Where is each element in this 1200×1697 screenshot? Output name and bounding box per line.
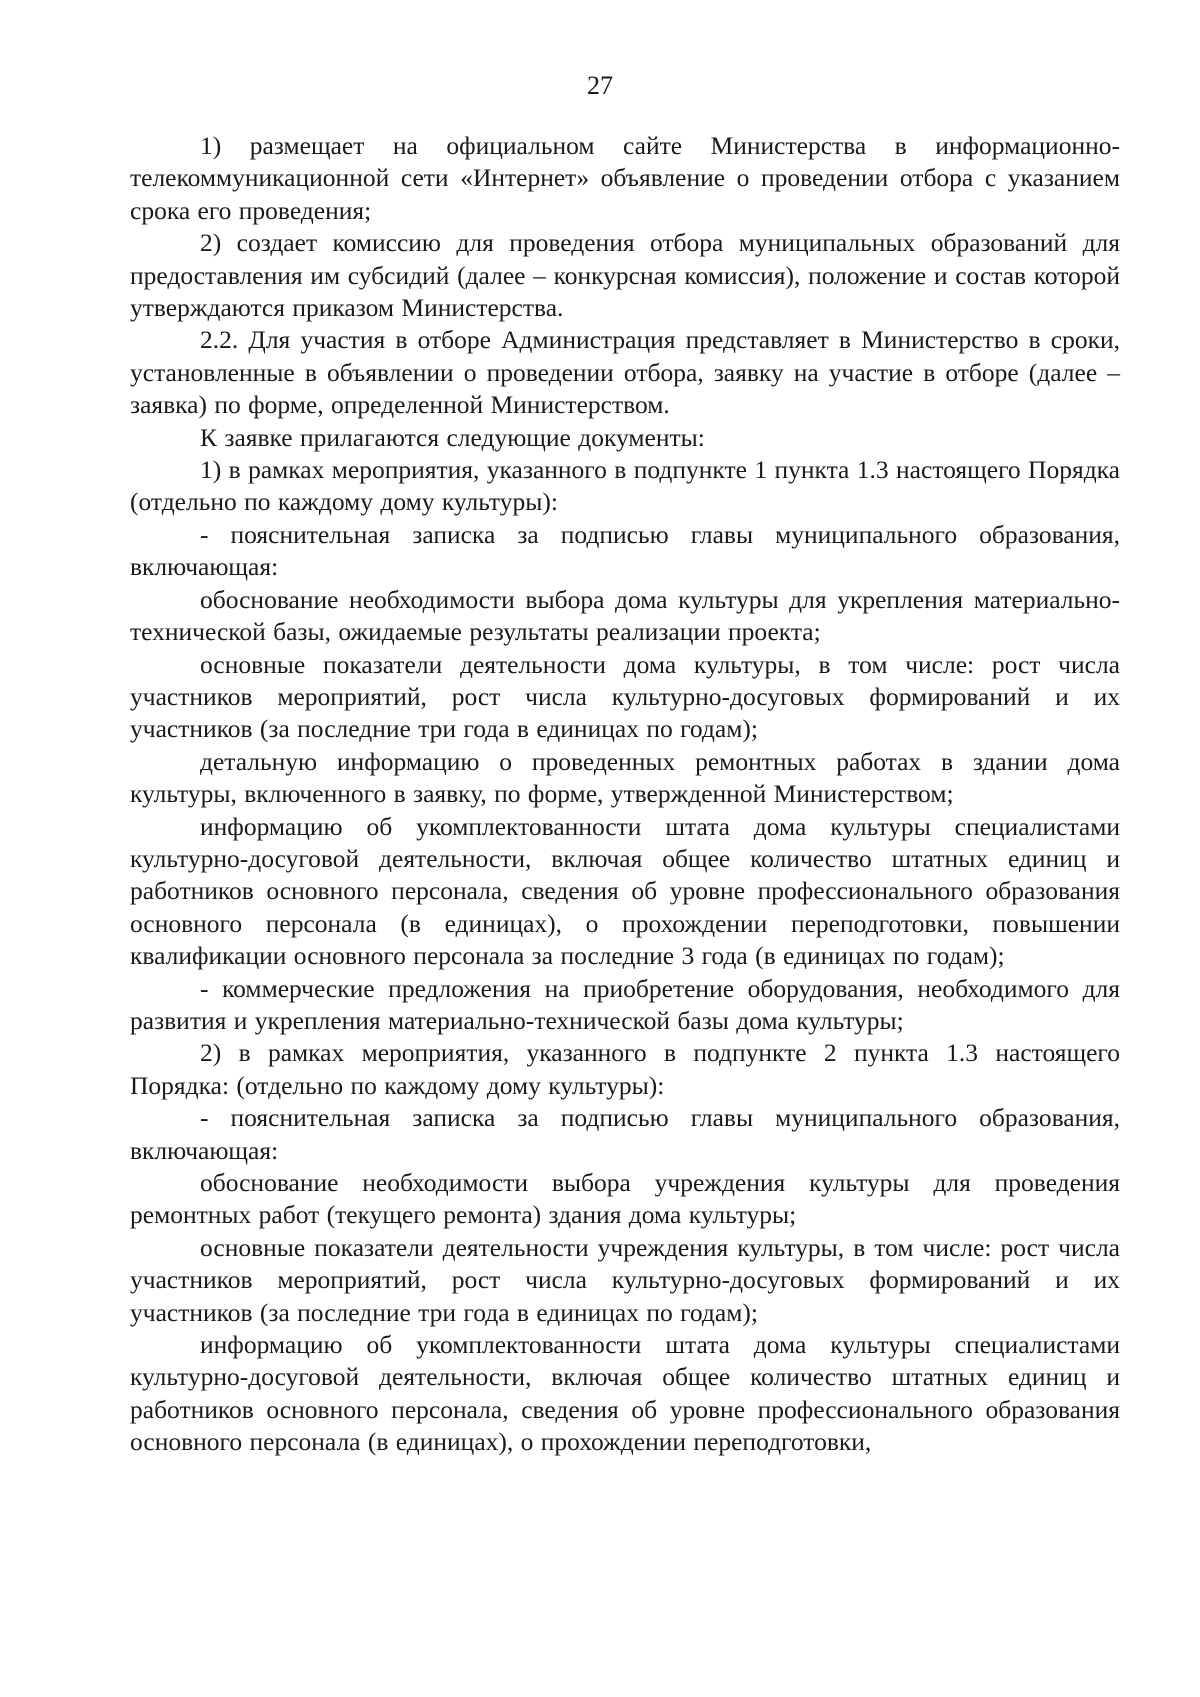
paragraph-3: 2.2. Для участия в отборе Администрация представляет в Министерство в сроки, установленные в объявлении о проведении отбора, заявку на участие в отборе (далее – заявка) по форме, определенной Министерством. bbox=[130, 325, 1120, 420]
paragraph-10: информацию об укомплектованности штата дома культуры специалистами культурно-досуговой деятельности, включая общее количество штатных единиц и работников основного персонала, сведения об уровне профессионального образования основного персонала (в единицах), о прохождении переподготовки, повышении квалификации основного персонала за последние 3 года (в единицах по годам); bbox=[130, 811, 1120, 971]
paragraph-11: - коммерческие предложения на приобретение оборудования, необходимого для развития и укрепления материально-технической базы дома культуры; bbox=[130, 973, 1120, 1035]
paragraph-4: К заявке прилагаются следующие документы: bbox=[200, 422, 705, 452]
paragraph-7: обоснование необходимости выбора дома культуры для укрепления материально-технической базы, ожидаемые результаты реализации проекта; bbox=[130, 584, 1120, 647]
paragraph-14: обоснование необходимости выбора учреждения культуры для проведения ремонтных работ (текущего ремонта) здания дома культуры; bbox=[130, 1168, 1120, 1230]
paragraph-5: 1) в рамках мероприятия, указанного в подпункте 1 пункта 1.3 настоящего Порядка (отдельно по каждому дому культуры): bbox=[130, 455, 1120, 517]
paragraph-12: 2) в рамках мероприятия, указанного в подпункте 2 пункта 1.3 настоящего Порядка: (отдельно по каждому дому культуры): bbox=[130, 1038, 1120, 1100]
paragraph-9: детальную информацию о проведенных ремонтных работах в здании дома культуры, включенного в заявку, по форме, утвержденной Министерством; bbox=[130, 746, 1120, 809]
paragraph-16: информацию об укомплектованности штата дома культуры специалистами культурно-досуговой деятельности, включая общее количество штатных единиц и работников основного персонала, сведения об уровне профессионального образования основного персонала (в единицах), о прохождении переподготовки, bbox=[130, 1330, 1120, 1457]
paragraph-8: основные показатели деятельности дома культуры, в том числе: рост числа участников мероприятий, рост числа культурно-досуговых формирований и их участников (за последние три года в единицах по годам); bbox=[130, 649, 1120, 744]
paragraph-6: - пояснительная записка за подписью главы муниципального образования, включающая: bbox=[130, 519, 1120, 582]
paragraph-13: - пояснительная записка за подписью главы муниципального образования, включающая: bbox=[130, 1103, 1120, 1165]
paragraph-2: 2) создает комиссию для проведения отбора муниципальных образований для предоставления им субсидий (далее – конкурсная комиссия), положение и состав которой утверждаются приказом Министерства. bbox=[130, 228, 1120, 323]
paragraph-1: 1) размещает на официальном сайте Министерства в информационно-телекоммуникационной сети «Интернет» объявление о проведении отбора с указанием срока его проведения; bbox=[130, 131, 1120, 225]
paragraph-15: основные показатели деятельности учреждения культуры, в том числе: рост числа участников мероприятий, рост числа культурно-досуговых формирований и их участников (за последние три года в единицах по годам); bbox=[130, 1232, 1120, 1327]
document-body bbox=[130, 130, 1120, 1459]
page-number: 27 bbox=[587, 71, 613, 100]
